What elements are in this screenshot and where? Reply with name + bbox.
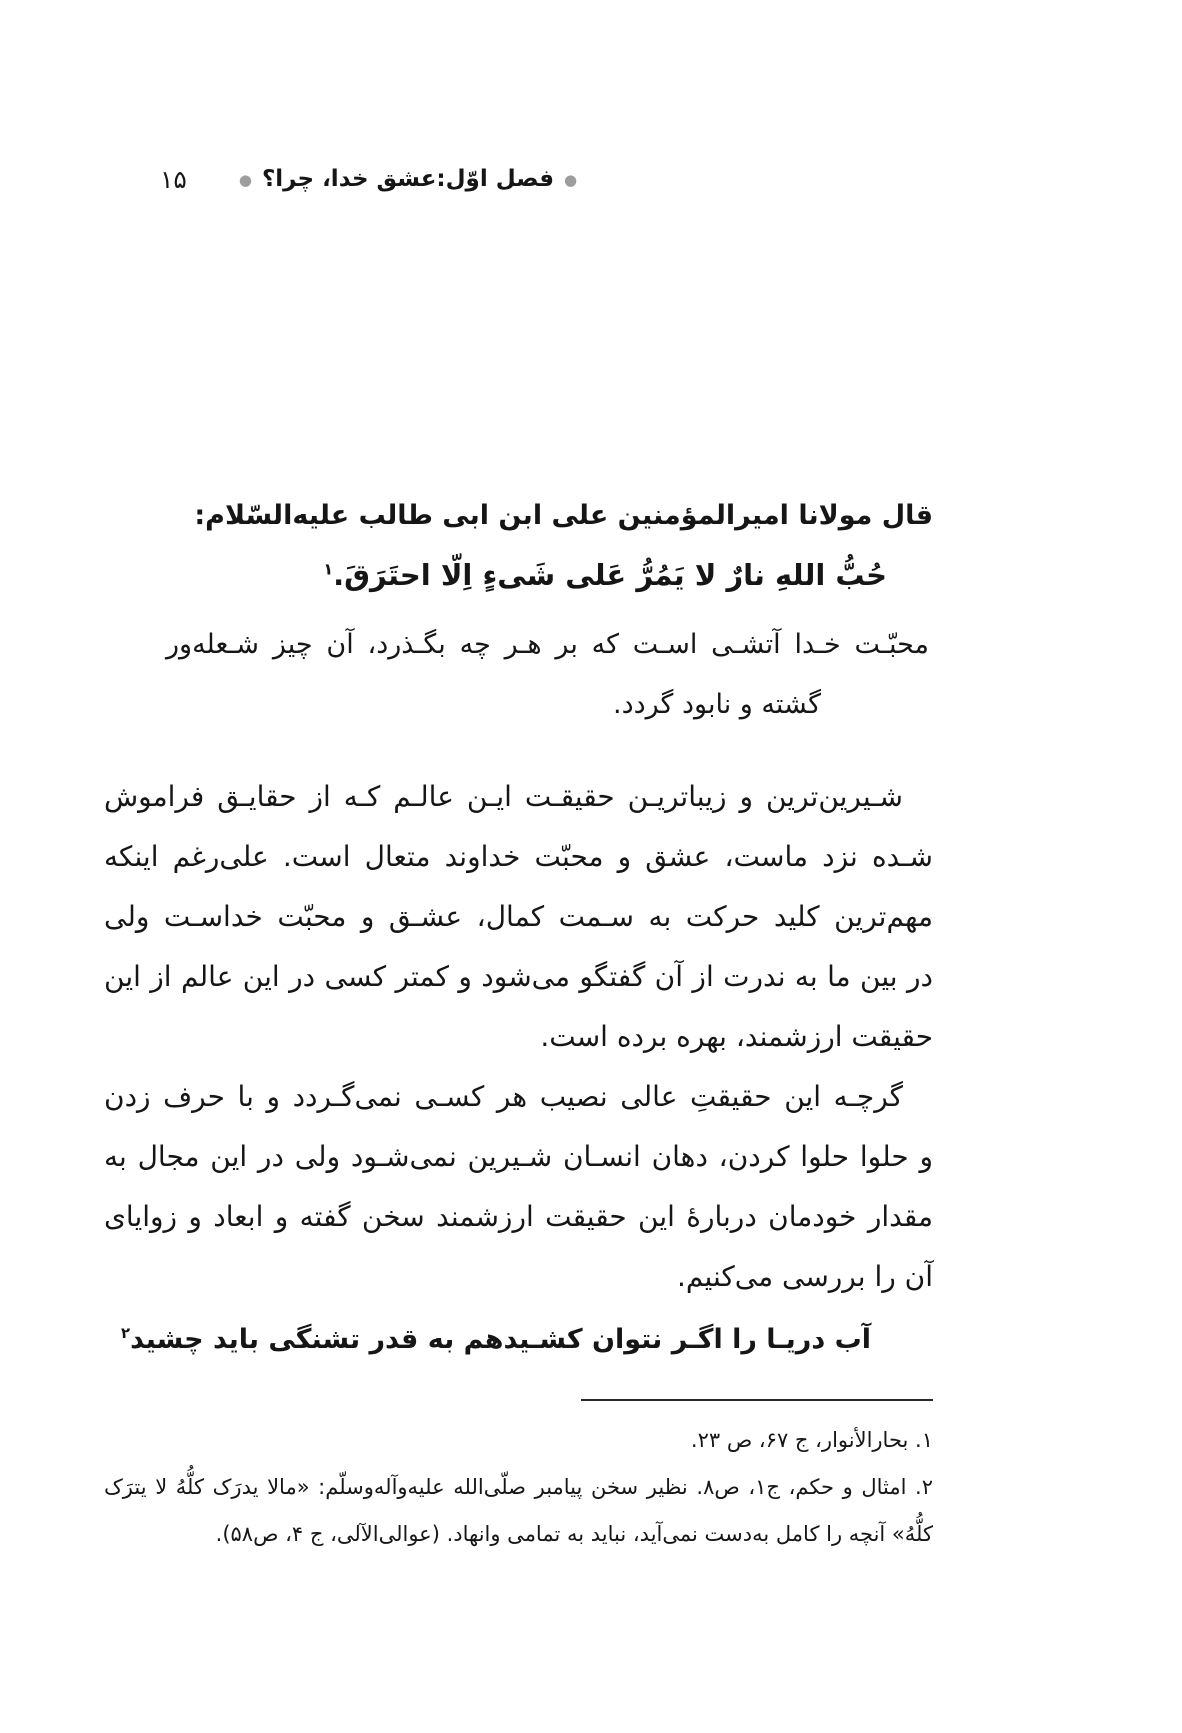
paragraph-line: شـیرین‌ترین و زیباتریـن حقیقـت ایـن عالـم کـه از حقایـق فراموش [104,780,903,813]
paragraph-line: مهم‌ترین کلید حرکت به سـمت کمال، عشـق و محبّت خداسـت ولی [104,900,933,933]
section-bullet-icon: ● [238,170,252,189]
quote-translation-line: گشته و نابود گردد. [613,689,821,720]
footnote-ref-2: ۲ [121,1324,131,1342]
poem-hemistich-left: هم به قدر تشنگی باید چشید$^۲$ [121,1324,504,1355]
quote-arabic-line [104,545,933,605]
text-column [104,487,933,1558]
paragraph [104,1067,933,1307]
footnote-ref-1: ۱ [323,559,334,579]
paragraph-line: حقیقت ارزشمند، بهره برده است. [540,1020,933,1053]
paragraph-line: و حلوا حلوا کردن، دهان انسـان شـیرین نمی‌شـود ولی در این مجال به [104,1140,933,1173]
running-header [160,158,577,200]
section-bullet-icon: ● [564,170,578,189]
paragraph-line: مقدار خودمان دربارهٔ این حقیقت ارزشمند سخن گفته و ابعاد و زوایای [104,1200,933,1233]
paragraph-line: گرچـه این حقیقتِ عالی نصیب هر کسـی نمی‌گـردد و با حرف زدن [104,1080,903,1113]
paragraph [104,767,933,1067]
quote-arabic-text: حُبُّ اللهِ نارٌ لا یَمُرُّ عَلی شَیءٍ اِلّا احتَرَقَ. [333,558,887,592]
footnote-separator [581,1399,933,1401]
poem-hemistich-right: آب دریـا را اگـر نتوان کشـید [503,1324,871,1355]
poem-line [104,1309,933,1371]
footnote-2-line-1: ۲. امثال و حکم، ج۱، ص۸. نظیر سخن پیامبر صلّی‌الله علیه‌وآله‌وسلّم: «مالا یدرَک کلُّهُ لا یترَک [104,1475,933,1499]
footnotes [104,1417,933,1558]
quote-block [104,487,933,735]
paragraph-line: آن را بررسی می‌کنیم. [676,1260,933,1293]
footnote-1: ۱. بحارالأنوار، ج ۶۷، ص ۲۳. [690,1428,933,1452]
footnote-2-line-2: کلُّهُ» آنچه را کامل به‌دست نمی‌آید، نباید به تمامی وانهاد. (عوالی‌الآلی، ج ۴، ص۵۸). [215,1522,933,1546]
paragraph-line: در بین ما به ندرت از آن گفتگو می‌شود و کمتر کسی در این عالم از این [104,960,933,993]
paragraph-line: شـده نزد ماست، عشق و محبّت خداوند متعال است. علی‌رغم اینکه [104,840,933,873]
quote-translation-line: محبّـت خـدا آتشـی اسـت که بر هـر چه بگـذرد، آن چیز شـعله‌ور [166,629,929,660]
chapter-title: فصل اوّل:عشق خدا، چرا؟ [261,166,555,192]
quote-intro-line: قال مولانا امیرالمؤمنین علی ابن ابی طالب علیه‌السّلام: [194,500,933,531]
page-number: ۱۵ [160,164,187,194]
